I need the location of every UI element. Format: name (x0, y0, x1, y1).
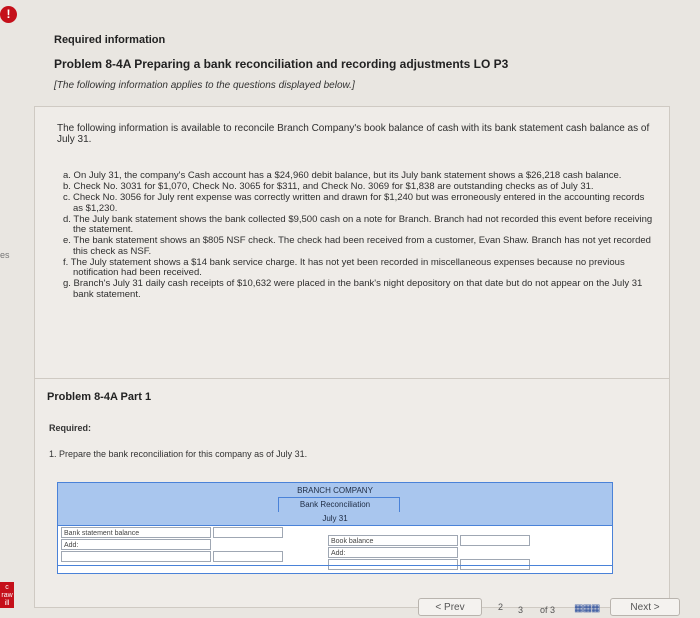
page-number: 3 (518, 605, 524, 615)
bank-add-label: Add: (61, 539, 211, 550)
instruction-text: 1. Prepare the bank reconciliation for this company as of July 31. (49, 449, 308, 459)
required-label: Required: (49, 423, 92, 433)
list-item: a. On July 31, the company's Cash account has a $24,960 debit balance, but its July bank statement shows a $26,218 cash balance. (63, 170, 622, 181)
grid-icon[interactable]: ▦▦▦ (574, 603, 600, 614)
bank-balance-label: Bank statement balance (61, 527, 211, 538)
left-badge[interactable]: c raw ill (1, 584, 13, 607)
information-list (63, 171, 653, 301)
bank-add-amount-input[interactable] (213, 551, 283, 562)
page-of-label: of 3 (540, 605, 556, 615)
list-item: g. Branch's July 31 daily cash receipts of $10,632 were placed in the bank's night depository on that date but do not appear on the July 31 bank statement. (63, 278, 643, 300)
row-divider (58, 565, 612, 566)
problem-title: Problem 8-4A Preparing a bank reconciliation and recording adjustments LO P3 (54, 57, 509, 71)
left-edge-text: es (0, 250, 10, 260)
list-item: c. Check No. 3056 for July rent expense was correctly written and drawn for $1,240 but was erroneously entered in the accounting records as $1,230. (63, 192, 645, 214)
company-name: BRANCH COMPANY (297, 486, 373, 495)
book-add-label: Add: (328, 547, 458, 558)
intro-text: The following information is available to reconcile Branch Company's book balance of cash with its bank statement cash balance as of July 31. (57, 123, 650, 145)
current-page-number[interactable]: 2 (498, 602, 504, 612)
list-item: b. Check No. 3031 for $1,070, Check No. 3065 for $311, and Check No. 3069 for $1,838 are outstanding checks as of July 31. (63, 181, 594, 192)
book-balance-amount-input[interactable] (460, 535, 530, 546)
bank-balance-amount-input[interactable] (213, 527, 283, 538)
statement-date: July 31 (322, 514, 348, 523)
next-button[interactable]: Next > (610, 598, 680, 616)
part-1-box (34, 378, 670, 608)
part-title: Problem 8-4A Part 1 (47, 391, 152, 403)
bank-add-description-input[interactable] (61, 551, 211, 562)
prev-button[interactable]: < Prev (418, 598, 482, 616)
reconciliation-header (58, 483, 612, 526)
statement-name: Bank Reconciliation (299, 500, 371, 509)
information-box (34, 106, 670, 388)
book-balance-label: Book balance (328, 535, 458, 546)
list-item: e. The bank statement shows an $805 NSF check. The check had been received from a customer, Evan Shaw. Branch has not yet recorded this check as NSF. (63, 235, 651, 257)
required-information-heading: Required information (54, 34, 166, 46)
list-item: f. The July statement shows a $14 bank service charge. It has not yet been recorded in miscellaneous expenses because no previous notification had been received. (63, 256, 625, 278)
alert-icon: ! (0, 6, 17, 23)
list-item: d. The July bank statement shows the bank collected $9,500 cash on a note for Branch. Branch had not recorded this event before receiving the statement. (63, 213, 653, 235)
bank-reconciliation-table (57, 482, 613, 574)
note-text: [The following information applies to the questions displayed below.] (54, 80, 355, 91)
